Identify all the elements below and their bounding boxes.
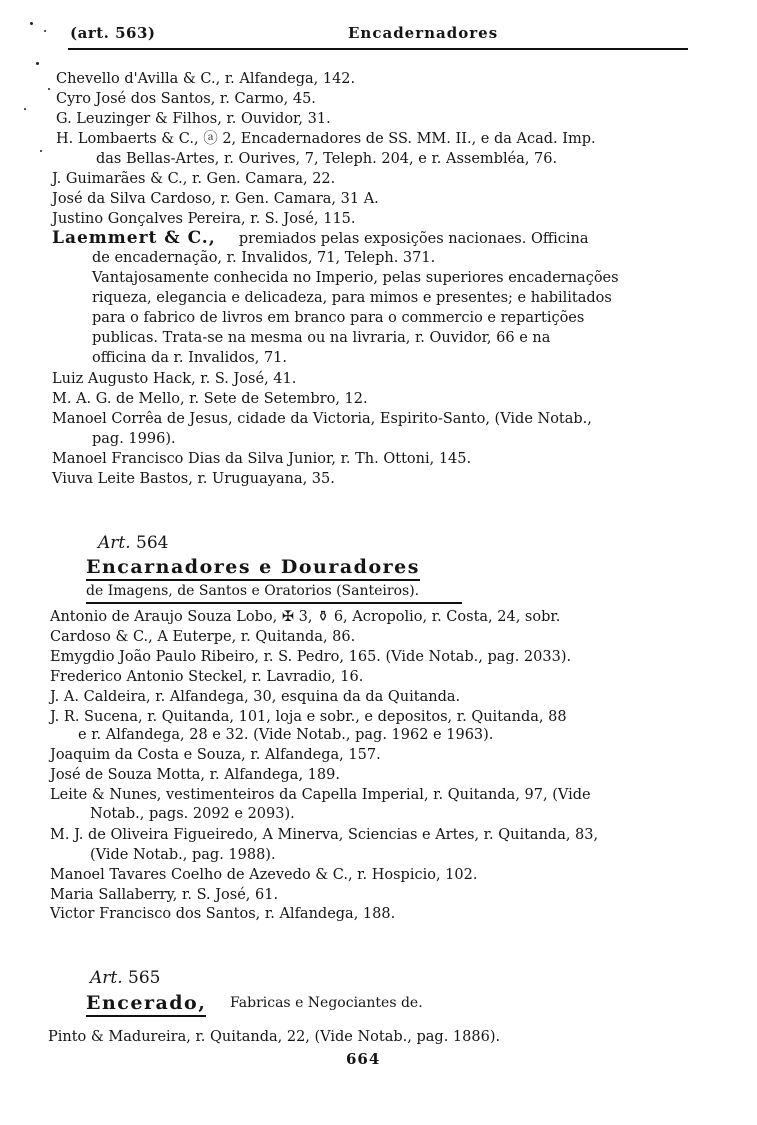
entry-line: Manoel Tavares Coelho de Azevedo & C., r. Hospicio, 102. — [50, 867, 478, 883]
entry-line: Manoel Francisco Dias da Silva Junior, r. Th. Ottoni, 145. — [52, 451, 472, 467]
laemmert-line: premiados pelas exposições nacionaes. Officina — [238, 231, 589, 247]
section-title: Encarnadores e Douradores — [86, 556, 420, 581]
section-subtitle: de Imagens, de Santos e Oratorios (Santeiros). — [86, 583, 420, 599]
entry-line-continued: e r. Alfandega, 28 e 32. (Vide Notab., pag. 1962 e 1963). — [78, 727, 494, 743]
scan-speck — [44, 30, 46, 32]
section-subtitle: Fabricas e Negociantes de. — [230, 995, 423, 1011]
entry-line: M. J. de Oliveira Figueiredo, A Minerva, Sciencias e Artes, r. Quitanda, 83, — [50, 827, 599, 843]
article-label — [90, 968, 161, 988]
entry-line: Chevello d'Avilla & C., r. Alfandega, 142. — [56, 71, 356, 87]
entry-line: Luiz Augusto Hack, r. S. José, 41. — [52, 371, 297, 387]
header-rule — [68, 48, 688, 50]
scan-speck — [24, 108, 26, 110]
entry-line: J. Guimarães & C., r. Gen. Camara, 22. — [52, 171, 336, 187]
entry-line: Victor Francisco dos Santos, r. Alfandega, 188. — [50, 906, 396, 922]
article-reference: (art. 563) — [70, 24, 156, 42]
entry-line-continued: pag. 1996). — [92, 431, 176, 447]
entry-line: H. Lombaerts & C., ⓐ 2, Encadernadores de SS. MM. II., e da Acad. Imp. — [56, 131, 596, 147]
scan-speck — [36, 62, 39, 65]
entry-line: Justino Gonçalves Pereira, r. S. José, 115. — [52, 211, 356, 227]
entry-line: Joaquim da Costa e Souza, r. Alfandega, 157. — [50, 747, 381, 763]
entry-line: Leite & Nunes, vestimenteiros da Capella Imperial, r. Quitanda, 97, (Vide — [50, 787, 591, 803]
article-word: Art. — [98, 533, 131, 553]
laemmert-line: para o fabrico de livros em branco para o commercio e repartições — [92, 310, 585, 326]
section-title: Encerado, — [86, 992, 206, 1017]
entry-line: J. A. Caldeira, r. Alfandega, 30, esquina da da Quitanda. — [50, 689, 461, 705]
entry-line-continued: (Vide Notab., pag. 1988). — [90, 847, 276, 863]
laemmert-entry — [52, 229, 589, 250]
laemmert-line: riqueza, elegancia e delicadeza, para mimos e presentes; e habilitados — [92, 290, 612, 306]
entry-line: Cardoso & C., A Euterpe, r. Quitanda, 86. — [50, 629, 356, 645]
entry-line: Manoel Corrêa de Jesus, cidade da Victoria, Espirito-Santo, (Vide Notab., — [52, 411, 592, 427]
laemmert-line: officina da r. Invalidos, 71. — [92, 350, 288, 366]
entry-line: Maria Sallaberry, r. S. José, 61. — [50, 887, 279, 903]
scan-speck — [30, 22, 33, 25]
entry-line: Frederico Antonio Steckel, r. Lavradio, 16. — [50, 669, 364, 685]
entry-line: Cyro José dos Santos, r. Carmo, 45. — [56, 91, 316, 107]
page-header-title: Encadernadores — [348, 24, 499, 42]
entry-line: J. R. Sucena, r. Quitanda, 101, loja e sobr., e depositos, r. Quitanda, 88 — [50, 709, 567, 725]
laemmert-line: Vantajosamente conhecida no Imperio, pelas superiores encadernações — [92, 270, 619, 286]
article-word: Art. — [90, 968, 123, 988]
entry-line: Pinto & Madureira, r. Quitanda, 22, (Vide Notab., pag. 1886). — [48, 1029, 501, 1045]
scan-speck — [40, 150, 42, 152]
entry-line-continued: Notab., pags. 2092 e 2093). — [90, 806, 295, 822]
page-number: 664 — [346, 1050, 381, 1068]
entry-line: M. A. G. de Mello, r. Sete de Setembro, 12. — [52, 391, 368, 407]
scan-speck — [48, 88, 50, 90]
entry-line: José de Souza Motta, r. Alfandega, 189. — [50, 767, 340, 783]
article-label — [98, 533, 169, 553]
entry-line: José da Silva Cardoso, r. Gen. Camara, 31 A. — [52, 191, 379, 207]
firm-name: Laemmert & C., — [52, 228, 216, 248]
entry-line: Emygdio João Paulo Ribeiro, r. S. Pedro, 165. (Vide Notab., pag. 2033). — [50, 649, 572, 665]
laemmert-line: de encadernação, r. Invalidos, 71, Teleph. 371. — [92, 250, 436, 266]
section-rule — [86, 602, 462, 604]
entry-line: Antonio de Araujo Souza Lobo, ✠ 3, ⚱ 6, Acropolio, r. Costa, 24, sobr. — [50, 609, 561, 625]
article-number: 565 — [128, 968, 161, 988]
article-number: 564 — [136, 533, 169, 553]
entry-line: G. Leuzinger & Filhos, r. Ouvidor, 31. — [56, 111, 331, 127]
entry-line-continued: das Bellas-Artes, r. Ourives, 7, Teleph. 204, e r. Assembléa, 76. — [96, 151, 558, 167]
laemmert-line: publicas. Trata-se na mesma ou na livraria, r. Ouvidor, 66 e na — [92, 330, 551, 346]
entry-line: Viuva Leite Bastos, r. Uruguayana, 35. — [52, 471, 335, 487]
